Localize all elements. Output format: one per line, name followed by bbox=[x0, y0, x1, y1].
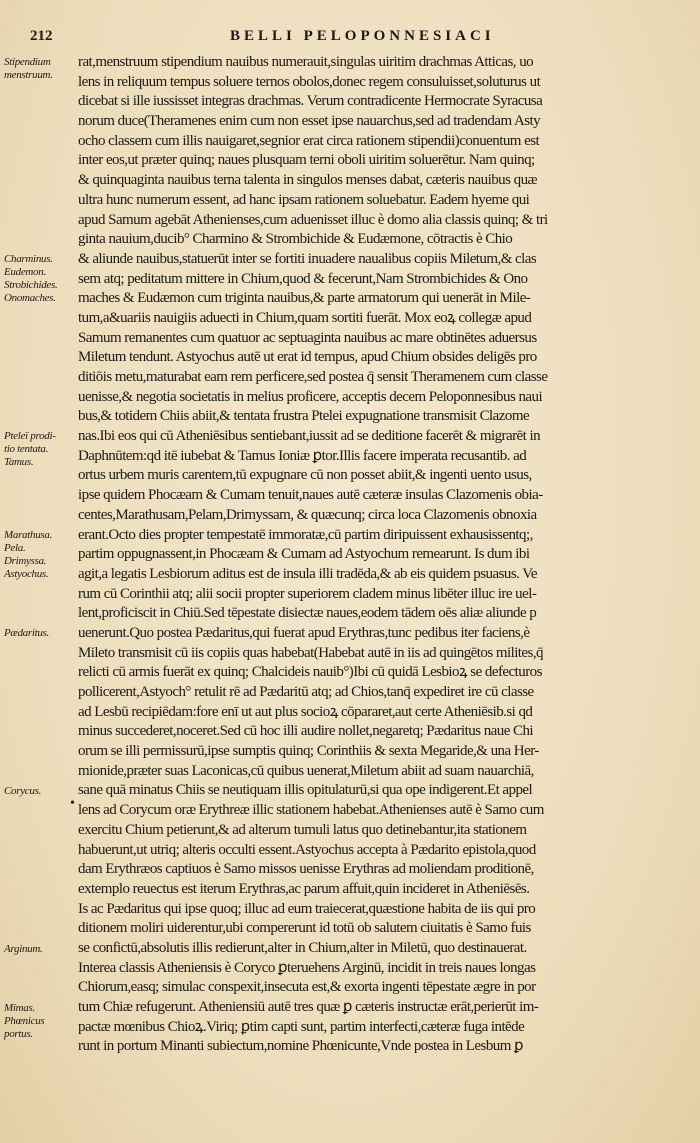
margin-note-line: tio tentata. bbox=[4, 443, 49, 456]
margin-note bbox=[4, 627, 78, 640]
text-line: habuerunt,ut utriq; alteris occulti essent.Astyochus accepta à Pædarito epistola,quod bbox=[78, 841, 536, 858]
text-line: exercitu Chium petierunt,& ad alterum tumuli latus quo detinebantur,ita stationem bbox=[78, 821, 527, 838]
text-line: uenerunt.Quo postea Pædaritus,qui fuerat apud Erythras,tunc pedibus iter faciens,è bbox=[78, 624, 530, 641]
text-line: Samum remanentes cum quatuor ac septuaginta nauibus ac mare obtinētes aduersus bbox=[78, 329, 537, 346]
margin-note-line: Drimyssa. bbox=[4, 554, 47, 567]
text-line: Chiorum,easq; simulac conspexit,insecuta est,& exorta ingenti tēpestate ægre in por bbox=[78, 979, 536, 996]
text-line: lens in reliquum tempus soluere ternos obolos,donec regem consuluisset,soluturus ut bbox=[78, 73, 541, 90]
margin-note-line: Pteleï prodi- bbox=[4, 430, 56, 443]
margin-note bbox=[4, 56, 78, 82]
text-line: lens ad Corycum oræ Erythreæ illic stationem habebat.Athenienses autē è Samo cum bbox=[78, 802, 544, 819]
text-line: Miletum tendunt. Astyochus autē ut erat id tempus, apud Chium obsides deligēs pro bbox=[78, 349, 537, 366]
margin-note-line: Corycus. bbox=[4, 784, 42, 797]
margin-note-line: Tamus. bbox=[4, 456, 34, 469]
text-line: rat,menstruum stipendium nauibus numerauit,singulas uiritim drachmas Atticas, uo bbox=[78, 54, 534, 70]
text-line: centes,Marathusam,Pelam,Drimyssam, & quæcunq; circa loca Clazomenis obnoxia bbox=[78, 506, 537, 523]
text-line: ditiōis metu,maturabat eam rem perficere,sed postea q̄ sensit Theramenem cum classe bbox=[78, 369, 548, 385]
text-line: sane quā minatus Chiis se neutiquam illis opitulaturū,si qua ope indigerent.Et appel bbox=[78, 782, 533, 799]
running-title: BELLI PELOPONNESIACI bbox=[230, 28, 495, 44]
text-line: tum Chiæ refugerunt. Atheniensiū autē tres quæ ꝑ cæteris instructæ erāt,perierūt im- bbox=[78, 999, 539, 1015]
text-line: relicti cū armis fuerāt ex quinq; Chalcideis nauib°)Ibi cū quidā Lesbioꝝ se defecturos bbox=[78, 664, 542, 681]
page-number: 212 bbox=[30, 28, 53, 44]
text-line: erant.Octo dies propter tempestatē immoratæ,cū partim diripuissent exhausissentq;, bbox=[78, 526, 533, 543]
text-line: dam Erythræos captiuos è Samo missos uenisse Erythras ad moliendam proditionē, bbox=[78, 861, 534, 878]
text-line: sem atq; peditatum mittere in Chium,quod & fecerunt,Nam Strombichides & Ono bbox=[78, 270, 528, 287]
margin-note-line: Astyochus. bbox=[4, 567, 49, 580]
margin-note bbox=[4, 943, 78, 956]
margin-note-line: portus. bbox=[4, 1027, 33, 1040]
text-line: nas.Ibi eos qui cū Atheniēsibus sentiebant,iussit ad se deditione facerēt & migrarēt in bbox=[78, 428, 541, 445]
text-line: pollicerent,Astyoch° retulit rē ad Pædaritū atq; ad Chios,tanq̄ expediret ire cū classe bbox=[78, 684, 534, 700]
margin-note-line: Arginum. bbox=[4, 942, 43, 955]
text-line: norum duce(Theramenes enim cum non esset ipse nauarchus,sed ad tradendam Asty bbox=[78, 113, 541, 130]
text-line: se confictū,absolutis illis redierunt,alter in Chium,alter in Miletū, quo destinauerat. bbox=[78, 939, 527, 956]
text-line: bus,& totidem Chiis abiit,& tentata frustra Ptelei expugnatione transmisit Clazome bbox=[78, 408, 530, 425]
text-line: & aliunde nauibus,statuerūt inter se fortiti inuadere naualibus copiis Miletum,& clas bbox=[78, 250, 537, 267]
margin-note bbox=[4, 253, 78, 305]
text-line: ocho classem cum illis nauigaret,segnior erat circa rationem stipendii)conuentum est bbox=[78, 132, 540, 149]
text-line: & quinquaginta nauibus terna talenta in singulos menses dabat, cæteris nauibus quæ bbox=[78, 172, 537, 189]
text-line: ultra hunc numerum essent, ad hanc ipsam rationem soluebatur. Eadem hyeme qui bbox=[78, 191, 530, 208]
margin-note-line: Onomaches. bbox=[4, 292, 56, 304]
page-header bbox=[30, 28, 680, 50]
text-line: Is ac Pædaritus qui ipse quoq; illuc ad eum traiecerat,quæstione habita de iis qui pro bbox=[78, 900, 536, 917]
text-line: ortus urbem muris carentem,tū expugnare cū non posset abiit,& ingenti uento usus, bbox=[78, 467, 532, 484]
text-line: ditionem moliri uiderentur,ubi compererunt id totū ob salutem ciuitatis è Samo fuis bbox=[78, 920, 531, 937]
body-text bbox=[78, 53, 680, 1057]
margin-dot: • bbox=[70, 796, 75, 811]
margin-note bbox=[4, 1002, 78, 1041]
text-line: agit,a legatis Lesbiorum aditus est de insula illi tradēda,& ab eis quidem psuasus. Ve bbox=[78, 565, 537, 582]
text-line: tum,a&uariis nauigiis aduecti in Chium,quam sortiti fuerāt. Mox eoꝝ collegæ apud bbox=[78, 309, 532, 326]
margin-note bbox=[4, 529, 78, 581]
text-line: orum se illi permissurū,ipse sumptis quinq; Corinthiis & sexta Megaride,& una Her- bbox=[78, 743, 539, 760]
margin-note-line: Charminus. bbox=[4, 253, 53, 265]
margin-note-line: Mimas. bbox=[4, 1001, 35, 1014]
margin-note-line: Strobichides. bbox=[4, 279, 58, 291]
text-line: rum cū Corinthii atq; alii socii propter superiorem cladem minus libēter illuc ire uel- bbox=[78, 585, 537, 602]
text-line: inter eos,ut præter quinq; naues plusquam terni oboli uiritim soluerētur. Nam quinq; bbox=[78, 152, 535, 169]
text-line: ad Lesbū recipiēdam:fore enī ut aut plus socioꝝ cōpararet,aut certe Atheniēsib.si qd bbox=[78, 703, 533, 720]
margin-note-line: Eudemon. bbox=[4, 266, 46, 278]
text-line: ginta nauium,ducib° Charmino & Strombichide & Eudæmone, cōtractis è Chio bbox=[78, 231, 513, 248]
text-line: Interea classis Atheniensis è Coryco ꝑteruehens Arginū, incidit in treis naues longas bbox=[78, 959, 536, 976]
text-line: pactæ mœnibus Chioꝝ.Viriq; ꝑtim capti sunt, partim interfecti,cæteræ fuga intēde bbox=[78, 1018, 525, 1035]
text-line: lent,proficiscit in Chiū.Sed tēpestate disiectæ naues,eodem tādem oēs aliæ aliunde p bbox=[78, 605, 537, 622]
text-line: dicebat si ille iussisset integras drachmas. Verum contradicente Hermocrate Syracusa bbox=[78, 93, 543, 110]
text-line: runt in portum Minanti subiectum,nomine Phœnicunte,Vnde postea in Lesbum ꝑ bbox=[78, 1038, 524, 1055]
text-line: extemplo reuectus est iterum Erythras,ac parum affuit,quin incideret in Atheniēsēs. bbox=[78, 880, 530, 897]
margin-note-line: Phœnicus bbox=[4, 1014, 45, 1027]
text-line: mionide,præter suas Laconicas,cū quibus uenerat,Miletum abiit ad suam nauarchiā, bbox=[78, 762, 534, 779]
text-line: Mileto transmisit cū iis copiis quas habebat(Habebat autē in iis ad quingētos milites,q̄ bbox=[78, 644, 543, 661]
margin-note-line: Pædaritus. bbox=[4, 627, 49, 640]
text-line: minus succederet,noceret.Sed cū hoc illi audire nollet,negaretq; Pædaritus naue Chi bbox=[78, 723, 534, 740]
text-line: ipse quidem Phocæam & Cumam tenuit,naues autē cæteræ insulas Clazomenis obia- bbox=[78, 487, 543, 504]
margin-note-line: Marathusa. bbox=[4, 528, 53, 541]
text-line: Daphnūtem:qd itē iubebat & Tamus Ioniæ ꝑtor.Illis facere imperata recusantib. ad bbox=[78, 447, 527, 464]
margin-note-line: Stipendium bbox=[4, 56, 51, 68]
text-line: apud Samum agebāt Athenienses,cum aduenisset illuc è domo alia classis quinq; & tri bbox=[78, 211, 548, 228]
margin-note bbox=[4, 785, 78, 798]
margin-note-line: Pela. bbox=[4, 541, 26, 554]
margin-note bbox=[4, 430, 78, 469]
margin-note-line: menstruum. bbox=[4, 69, 53, 81]
margin-notes bbox=[4, 53, 76, 1053]
text-line: partim oppugnassent,in Phocæam & Cumam ad Astyochum remearunt. Is dum ibi bbox=[78, 546, 530, 563]
text-line: uenisse,& negotia societatis in melius proficere, acceptis decem Peloponnesibus naui bbox=[78, 388, 543, 405]
text-line: maches & Eudæmon cum triginta nauibus,& parte armatorum qui uenerāt in Mile- bbox=[78, 290, 531, 307]
